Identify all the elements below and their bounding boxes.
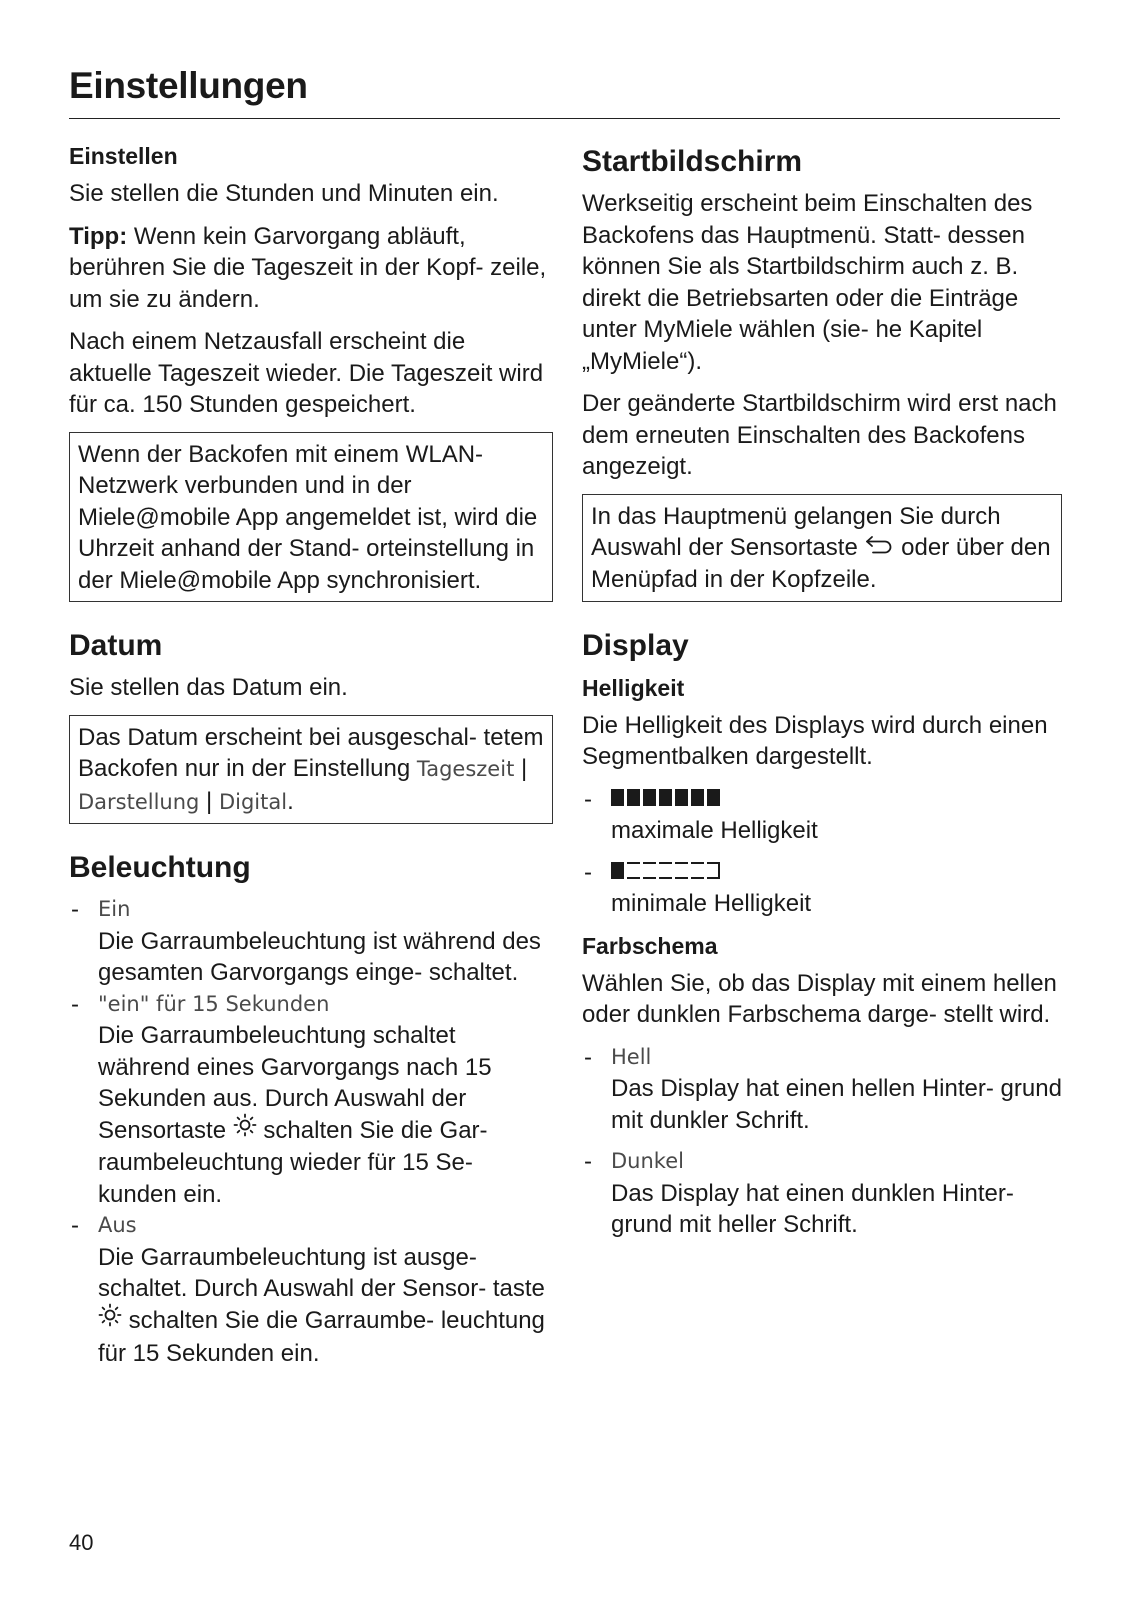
datum-heading: Datum bbox=[69, 629, 163, 662]
right-column bbox=[582, 142, 1062, 1251]
option-ein: - Ein bbox=[98, 897, 131, 921]
beleuchtung-list bbox=[69, 894, 553, 1369]
datum-note-end: . bbox=[287, 787, 294, 815]
segment-off bbox=[675, 862, 688, 879]
segment-bar-max bbox=[611, 784, 1062, 816]
wlan-note-box: Wenn der Backofen mit einem WLAN- Netzwerk verbunden und in der Miele@mobile App angemeldet ist, wird die Uhrzeit anhand der Stand- orteinstellung in der Miele@mobile App synchronisiert. bbox=[69, 432, 553, 603]
option-hell: - Hell bbox=[611, 1044, 652, 1069]
hauptmenu-note-box bbox=[582, 494, 1062, 602]
list-item bbox=[582, 857, 1062, 920]
segment-on bbox=[643, 789, 656, 806]
helligkeit-list bbox=[582, 784, 1062, 920]
list-item bbox=[69, 1210, 553, 1369]
datum-text: Sie stellen das Datum ein. bbox=[69, 674, 348, 701]
option-dunkel: - Dunkel bbox=[611, 1149, 684, 1174]
option-description: Das Display hat einen dunklen Hinter- grund mit heller Schrift. bbox=[611, 1179, 1014, 1239]
datum-note-text: Das Datum erscheint bei ausgeschal- tetem Backofen nur in der Einstellung bbox=[78, 723, 544, 782]
list-item bbox=[582, 1146, 1062, 1241]
left-column bbox=[69, 140, 553, 1379]
title-divider bbox=[69, 118, 1060, 119]
segment-off bbox=[627, 862, 640, 879]
menu-path-tageszeit: Tageszeit bbox=[416, 757, 515, 781]
startbildschirm-text: Werkseitig erscheint beim Einschalten des Backofens das Hauptmenü. Statt- dessen können Sie als Startbildschirm auch z. B. direkt die Betriebsarten oder die Einträge unter MyMiele wählen (sie- he Kapitel „MyMiele“). bbox=[582, 190, 1033, 375]
menu-path-darstellung: Darstellung bbox=[78, 789, 200, 814]
segment-off bbox=[691, 862, 704, 879]
segment-on bbox=[707, 789, 720, 806]
menu-path-digital: Digital bbox=[218, 789, 288, 814]
einstellen-heading: Einstellen bbox=[69, 143, 178, 169]
option-aus: - Aus bbox=[98, 1213, 137, 1238]
helligkeit-heading: Helligkeit bbox=[582, 674, 685, 701]
option-ein-15-sekunden: - "ein" für 15 Sekunden bbox=[98, 991, 330, 1016]
option-description-cont: schalten Sie die Garraumbe- leuchtung für 15 Sekunden ein. bbox=[98, 1306, 545, 1367]
display-heading: Display bbox=[582, 628, 689, 662]
list-item bbox=[69, 989, 553, 1211]
segment-on bbox=[611, 789, 624, 806]
segment-on bbox=[691, 789, 704, 806]
netzausfall-text: Nach einem Netzausfall erscheint die aktuelle Tageszeit wieder. Die Tageszeit wird für ca. 150 Stunden gespeichert. bbox=[69, 328, 544, 418]
hauptmenu-note-text-cont: oder über den Menüpfad in der Kopfzeile. bbox=[591, 534, 1051, 594]
brightness-segment-bar bbox=[611, 862, 720, 879]
light-icon bbox=[233, 1113, 257, 1146]
path-separator: | bbox=[514, 755, 528, 782]
option-description: Die Garraumbeleuchtung ist ausge- schaltet. Durch Auswahl der Sensor- taste bbox=[98, 1243, 545, 1303]
option-description: Das Display hat einen hellen Hinter- grund mit dunkler Schrift. bbox=[611, 1075, 1062, 1134]
hauptmenu-note-text: In das Hauptmenü gelangen Sie durch Auswahl der Sensortaste bbox=[591, 502, 1001, 561]
brightness-segment-bar bbox=[611, 789, 720, 806]
list-item bbox=[582, 1042, 1062, 1137]
tipp-label: Tipp: bbox=[69, 222, 128, 250]
min-label: minimale Helligkeit bbox=[611, 890, 812, 918]
segment-off bbox=[643, 862, 656, 879]
segment-on bbox=[675, 789, 688, 806]
option-description-cont: schalten Sie die Gar- raumbeleuchtung wieder für 15 Se- kunden ein. bbox=[98, 1116, 488, 1208]
path-separator: | bbox=[199, 787, 219, 815]
max-label: maximale Helligkeit bbox=[611, 817, 818, 845]
segment-off bbox=[659, 862, 672, 879]
segment-on bbox=[659, 789, 672, 806]
farbschema-list bbox=[582, 1042, 1062, 1241]
segment-bar-min bbox=[611, 857, 1062, 889]
option-description: Die Garraumbeleuchtung ist während des gesamten Garvorgangs einge- schaltet. bbox=[98, 927, 541, 986]
list-item bbox=[69, 894, 553, 989]
startbildschirm-heading: Startbildschirm bbox=[582, 145, 803, 178]
light-icon bbox=[98, 1303, 122, 1336]
page-title: Einstellungen bbox=[69, 65, 308, 106]
back-arrow-icon bbox=[864, 531, 894, 563]
segment-on bbox=[627, 789, 640, 806]
segment-on bbox=[611, 862, 624, 879]
beleuchtung-heading: Beleuchtung bbox=[69, 851, 251, 884]
helligkeit-text: Die Helligkeit des Displays wird durch einen Segmentbalken dargestellt. bbox=[582, 711, 1048, 771]
tipp-paragraph bbox=[69, 221, 553, 316]
tipp-text: Wenn kein Garvorgang abläuft, berühren Sie die Tageszeit in der Kopf- zeile, um sie zu ändern. bbox=[69, 222, 547, 313]
datum-note-box bbox=[69, 715, 553, 825]
page-number: 40 bbox=[69, 1530, 94, 1555]
einstellen-text: Sie stellen die Stunden und Minuten ein. bbox=[69, 180, 499, 207]
startbildschirm-text-2: Der geänderte Startbildschirm wird erst nach dem erneuten Einschalten des Backofens angezeigt. bbox=[582, 390, 1057, 480]
farbschema-heading: Farbschema bbox=[582, 932, 718, 959]
option-description: Die Garraumbeleuchtung schaltet während eines Garvorgangs nach 15 Sekunden aus. Durch Auswahl der Sensortaste bbox=[98, 1022, 492, 1144]
farbschema-text: Wählen Sie, ob das Display mit einem hellen oder dunklen Farbschema darge- stellt wird. bbox=[582, 969, 1057, 1029]
segment-off bbox=[707, 862, 720, 879]
list-item bbox=[582, 784, 1062, 847]
